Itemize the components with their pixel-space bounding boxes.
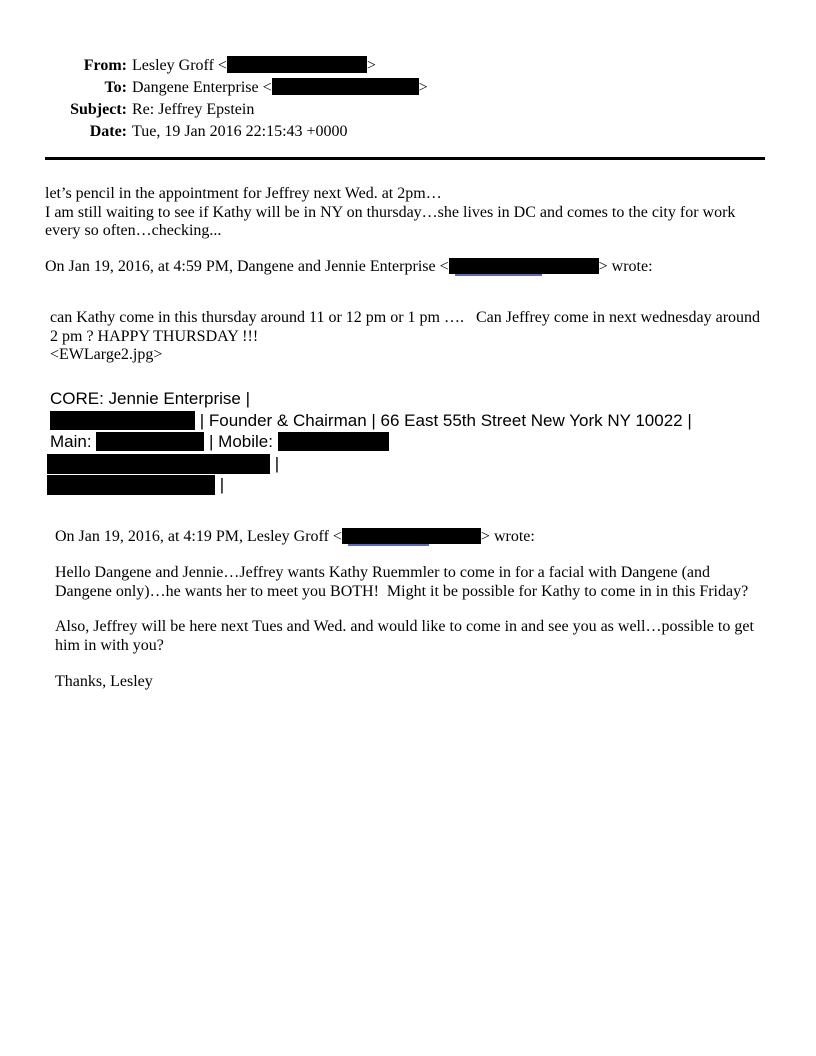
to-value (132, 77, 765, 99)
from-label: From: (83, 57, 127, 74)
quote1-attribution-post: > wrote: (598, 257, 653, 275)
to-value-post: > (418, 79, 428, 96)
redaction-bar-signature-name (50, 411, 195, 430)
body-line-1: let’s pencil in the appointment for Jeffrey next Wed. at 2pm… (45, 185, 442, 202)
quote2-attribution-pre: On Jan 19, 2016, at 4:19 PM, Lesley Groff < (55, 527, 342, 545)
quote1-attachment-placeholder: <EWLarge2.jpg> (50, 346, 163, 364)
from-value (132, 55, 765, 77)
header-row-from (45, 55, 765, 77)
redaction-bar-from-email (227, 56, 367, 73)
quote1-body (45, 309, 762, 365)
signature-line-1: CORE: Jennie Enterprise | (50, 389, 250, 409)
header-row-to (45, 77, 765, 99)
redaction-bar-main-phone (96, 432, 204, 451)
header-row-subject (45, 99, 765, 121)
header-row-date (45, 121, 765, 143)
from-value-post: > (366, 57, 376, 74)
signature-mobile-label: | Mobile: (204, 432, 278, 452)
signature-line-4-text: | (270, 453, 280, 473)
signature-line-5 (50, 474, 765, 496)
subject-label: Subject: (70, 101, 127, 118)
signature-line-4 (50, 453, 765, 475)
redaction-bar-to-email (272, 78, 419, 95)
to-label: To: (104, 79, 127, 96)
header-divider-rule (45, 157, 765, 160)
quote2-block (45, 527, 765, 691)
date-label: Date: (89, 123, 127, 140)
signature-main-label: Main: (50, 432, 97, 452)
quote1-message: can Kathy come in this thursday around 11 or 12 pm or 1 pm …. Can Jeffrey come in next wednesday around 2 pm ? HAPPY THURSDAY !!! (50, 309, 761, 345)
redaction-bar-quote1-email (449, 258, 599, 274)
message-body-paragraph (45, 185, 745, 241)
signature-line-2 (50, 410, 765, 432)
from-value-pre: Lesley Groff < (132, 57, 227, 74)
signature-block (45, 388, 765, 496)
quote2-paragraph-1: Hello Dangene and Jennie…Jeffrey wants Kathy Ruemmler to come in for a facial with Dangene (and Dangene only)…he wants her to meet you BOTH! Might it be possible for Kathy to come in in this Friday? (55, 563, 749, 600)
email-header (45, 55, 765, 143)
quote1-attribution-pre: On Jan 19, 2016, at 4:59 PM, Dangene and Jennie Enterprise < (45, 257, 449, 275)
subject-value: Re: Jeffrey Epstein (132, 101, 255, 118)
quote2-closing: Thanks, Lesley (55, 672, 153, 690)
quote2-attribution-post: > wrote: (480, 527, 535, 545)
redaction-bar-signature-website (47, 475, 215, 495)
redaction-bar-quote2-email (342, 528, 481, 544)
quote1-attribution (45, 258, 765, 277)
quote2-attribution (55, 527, 765, 546)
quote2-paragraph-2: Also, Jeffrey will be here next Tues and Wed. and would like to come in and see you as well…possible to get him in with you? (55, 617, 754, 654)
signature-line-5-text: | (215, 475, 225, 495)
date-value: Tue, 19 Jan 2016 22:15:43 +0000 (132, 123, 348, 140)
redaction-bar-signature-email (47, 454, 270, 474)
to-value-pre: Dangene Enterprise < (132, 79, 272, 96)
body-line-2: I am still waiting to see if Kathy will be in NY on thursday…she lives in DC and comes to the city for work every so often…checking... (45, 203, 736, 239)
redaction-bar-mobile-phone (278, 432, 389, 451)
signature-line-2-text: | Founder & Chairman | 66 East 55th Street New York NY 10022 | (195, 410, 692, 430)
signature-line-3 (50, 431, 765, 453)
